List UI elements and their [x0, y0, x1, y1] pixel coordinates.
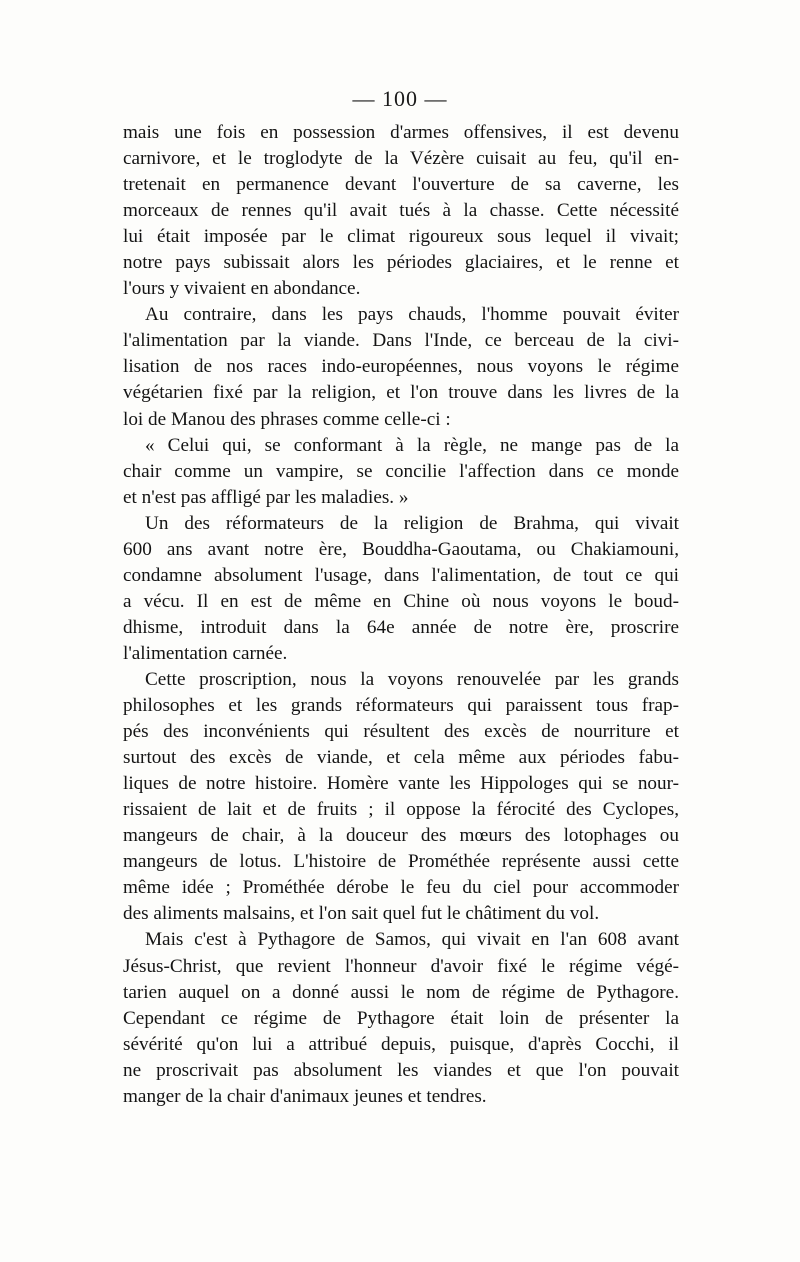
- text-line: l'alimentation carnée.: [123, 642, 288, 664]
- text-line: ne proscrivait pas absolument les viandes et que l'on pouvait: [123, 1059, 679, 1081]
- text-line: carnivore, et le troglodyte de la Vézère cuisait au feu, qu'il en-: [123, 148, 679, 170]
- paragraph: [123, 511, 679, 667]
- body-text: [123, 120, 679, 1110]
- text-line: Mais c'est à Pythagore de Samos, qui vivait en l'an 608 avant: [145, 929, 679, 951]
- text-line: tretenait en permanence devant l'ouverture de sa caverne, les: [123, 174, 679, 196]
- text-line: lisation de nos races indo-européennes, nous voyons le régime: [123, 356, 679, 378]
- text-line: notre pays subissait alors les périodes glaciaires, et le renne et: [123, 252, 679, 274]
- text-line: philosophes et les grands réformateurs qui paraissent tous frap-: [123, 695, 679, 717]
- text-line: Cependant ce régime de Pythagore était loin de présenter la: [123, 1007, 679, 1029]
- text-line: même idée ; Prométhée dérobe le feu du ciel pour accommoder: [123, 877, 679, 899]
- text-line: manger de la chair d'animaux jeunes et tendres.: [123, 1085, 487, 1107]
- text-line: Jésus-Christ, que revient l'honneur d'avoir fixé le régime végé-: [123, 955, 679, 977]
- text-line: mais une fois en possession d'armes offensives, il est devenu: [123, 122, 679, 143]
- text-line: surtout des excès de viande, et cela même aux périodes fabu-: [123, 747, 679, 769]
- text-line: lui était imposée par le climat rigoureux sous lequel il vivait;: [123, 226, 679, 248]
- text-line: liques de notre histoire. Homère vante les Hippologes qui se nour-: [123, 773, 679, 795]
- text-line: Cette proscription, nous la voyons renouvelée par les grands: [145, 668, 679, 690]
- text-line: pés des inconvénients qui résultent des excès de nourriture et: [123, 721, 679, 743]
- text-line: sévérité qu'on lui a attribué depuis, puisque, d'après Cocchi, il: [123, 1033, 679, 1055]
- text-line: chair comme un vampire, se concilie l'affection dans ce monde: [123, 460, 679, 482]
- paragraph: [123, 667, 679, 927]
- text-line: mangeurs de chair, à la douceur des mœurs des lotophages ou: [123, 825, 679, 847]
- text-line: l'alimentation par la viande. Dans l'Inde, ce berceau de la civi-: [123, 330, 679, 352]
- text-line: rissaient de lait et de fruits ; il oppose la férocité des Cyclopes,: [123, 799, 679, 821]
- text-line: végétarien fixé par la religion, et l'on trouve dans les livres de la: [123, 382, 679, 404]
- text-line: l'ours y vivaient en abondance.: [123, 278, 361, 300]
- text-line: condamne absolument l'usage, dans l'alimentation, de tout ce qui: [123, 564, 679, 586]
- text-line: et n'est pas affligé par les maladies. »: [123, 486, 409, 508]
- text-line: Au contraire, dans les pays chauds, l'homme pouvait éviter: [145, 304, 679, 326]
- text-line: mangeurs de lotus. L'histoire de Prométhée représente aussi cette: [123, 851, 679, 873]
- paragraph: [123, 120, 679, 302]
- text-line: Un des réformateurs de la religion de Brahma, qui vivait: [145, 512, 679, 534]
- text-line: dhisme, introduit dans la 64e année de notre ère, proscrire: [123, 616, 679, 638]
- page-number: — 100 —: [352, 86, 448, 111]
- text-line: tarien auquel on a donné aussi le nom de régime de Pythagore.: [123, 981, 679, 1003]
- quotation-paragraph: [123, 433, 679, 511]
- paragraph: [123, 302, 679, 432]
- text-line: « Celui qui, se conformant à la règle, ne mange pas de la: [145, 434, 679, 456]
- text-line: 600 ans avant notre ère, Bouddha-Gaoutama, ou Chakiamouni,: [123, 538, 679, 560]
- paragraph: [123, 927, 679, 1109]
- text-line: des aliments malsains, et l'on sait quel fut le châtiment du vol.: [123, 903, 600, 925]
- text-line: loi de Manou des phrases comme celle-ci :: [123, 408, 451, 430]
- text-line: morceaux de rennes qu'il avait tués à la chasse. Cette nécessité: [123, 200, 679, 222]
- text-line: a vécu. Il en est de même en Chine où nous voyons le boud-: [123, 590, 679, 612]
